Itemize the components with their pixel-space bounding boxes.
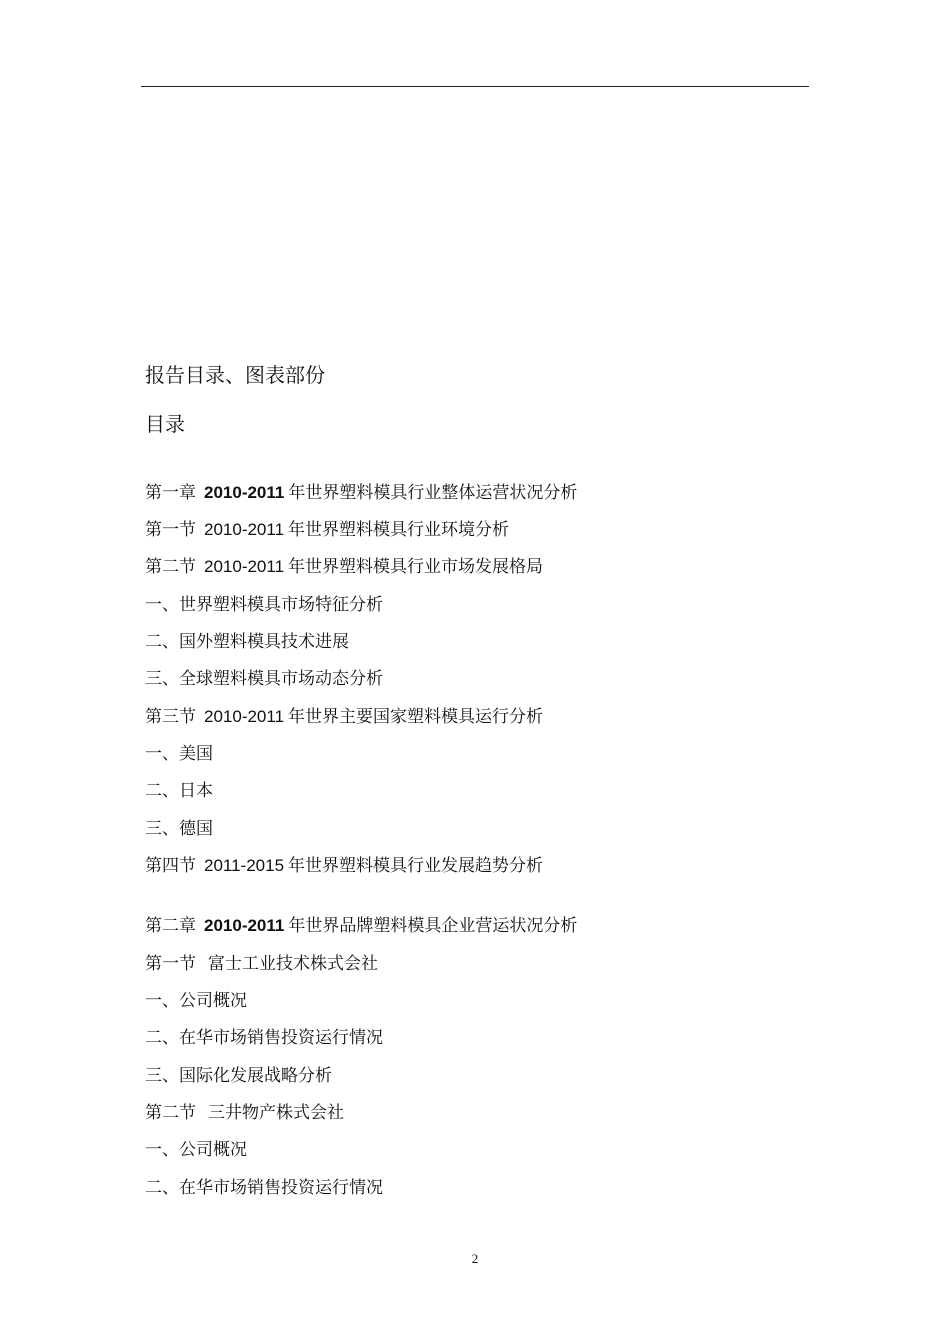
toc-section[interactable] xyxy=(145,556,543,578)
toc-years: 2011-2015 xyxy=(204,856,285,875)
toc-years: 2010-2011 xyxy=(204,557,285,576)
toc-heading: 目录 xyxy=(145,412,185,436)
page-number: 2 xyxy=(471,1251,479,1266)
report-parts-heading: 报告目录、图表部份 xyxy=(145,363,325,387)
toc-text: 一、世界塑料模具市场特征分析 xyxy=(145,595,383,615)
toc-text: 二、在华市场销售投资运行情况 xyxy=(145,1028,383,1048)
toc-item[interactable] xyxy=(145,1177,383,1199)
toc-text: 年世界塑料模具行业整体运营状况分析 xyxy=(288,483,578,503)
toc-text: 一、美国 xyxy=(145,744,213,764)
toc-prefix: 第四节 xyxy=(145,856,196,876)
toc-item[interactable] xyxy=(145,594,383,616)
toc-item[interactable] xyxy=(145,818,213,840)
toc-text: 三、德国 xyxy=(145,819,213,839)
toc-years: 2010-2011 xyxy=(204,916,285,935)
toc-text: 年世界品牌塑料模具企业营运状况分析 xyxy=(288,916,578,936)
toc-section[interactable] xyxy=(145,855,543,877)
toc-prefix: 第一节 xyxy=(145,954,196,974)
toc-prefix: 第二节 xyxy=(145,1103,196,1123)
toc-years: 2010-2011 xyxy=(204,483,285,502)
toc-section[interactable] xyxy=(145,1102,344,1124)
toc-text: 年世界塑料模具行业市场发展格局 xyxy=(288,557,544,577)
header-rule xyxy=(141,86,809,87)
toc-item[interactable] xyxy=(145,743,213,765)
toc-text: 二、日本 xyxy=(145,781,213,801)
toc-prefix: 第二章 xyxy=(145,916,196,936)
toc-item[interactable] xyxy=(145,1139,247,1161)
toc-section[interactable] xyxy=(145,519,509,541)
toc-prefix: 第一章 xyxy=(145,483,196,503)
toc-item[interactable] xyxy=(145,631,349,653)
toc-years: 2010-2011 xyxy=(204,520,285,539)
toc-prefix: 第二节 xyxy=(145,557,196,577)
toc-prefix: 第一节 xyxy=(145,520,196,540)
toc-chapter-2[interactable] xyxy=(145,915,577,937)
toc-section[interactable] xyxy=(145,706,543,728)
toc-item[interactable] xyxy=(145,1027,383,1049)
toc-years: 2010-2011 xyxy=(204,707,285,726)
toc-chapter-1[interactable] xyxy=(145,482,577,504)
toc-item[interactable] xyxy=(145,990,247,1012)
toc-text: 三井物产株式会社 xyxy=(208,1103,344,1123)
toc-text: 年世界主要国家塑料模具运行分析 xyxy=(288,707,544,727)
toc-text: 二、在华市场销售投资运行情况 xyxy=(145,1178,383,1198)
toc-text: 三、全球塑料模具市场动态分析 xyxy=(145,669,383,689)
toc-prefix: 第三节 xyxy=(145,707,196,727)
toc-item[interactable] xyxy=(145,668,383,690)
toc-text: 富士工业技术株式会社 xyxy=(208,954,378,974)
toc-item[interactable] xyxy=(145,1065,332,1087)
toc-text: 年世界塑料模具行业环境分析 xyxy=(288,520,510,540)
toc-section[interactable] xyxy=(145,953,378,975)
toc-text: 年世界塑料模具行业发展趋势分析 xyxy=(288,856,544,876)
toc-item[interactable] xyxy=(145,780,213,802)
toc-text: 二、国外塑料模具技术进展 xyxy=(145,632,349,652)
toc-text: 一、公司概况 xyxy=(145,991,247,1011)
toc-text: 一、公司概况 xyxy=(145,1140,247,1160)
toc-text: 三、国际化发展战略分析 xyxy=(145,1066,332,1086)
